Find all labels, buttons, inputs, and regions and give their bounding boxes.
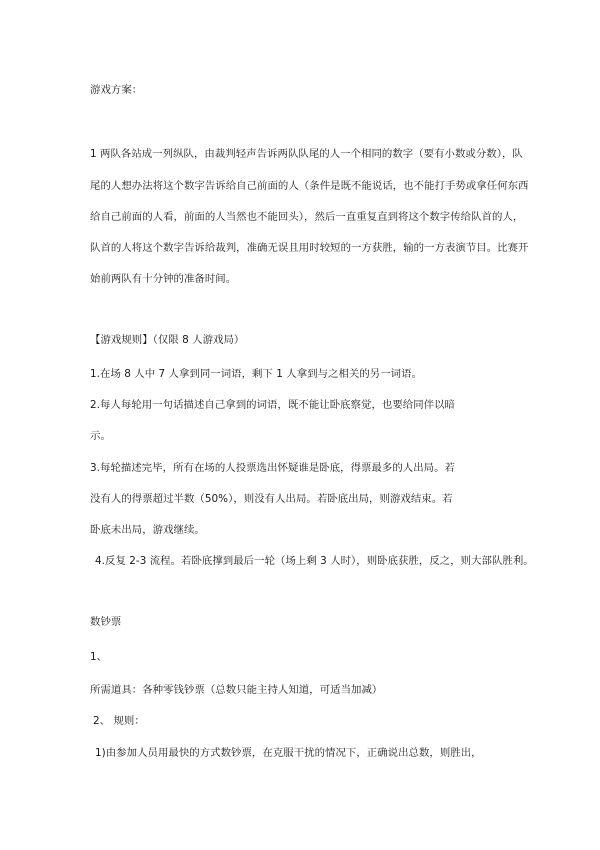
scheme-line-2: 尾的人想办法将这个数字告诉给自己前面的人（条件是既不能说话，也不能打手势或拿任何东西	[90, 180, 529, 192]
scheme-line-4: 队首的人将这个数字告诉给裁判，准确无误且用时较短的一方获胜，输的一方表演节目。比赛开	[90, 242, 529, 254]
rule-line-6: 卧底未出局，游戏继续。	[90, 524, 205, 536]
game-plan-title: 游戏方案：	[90, 84, 143, 96]
rule-line-2: 2.每人每轮用一句话描述自己拿到的词语，既不能让卧底察觉，也要给同伴以暗	[90, 399, 455, 411]
section-props-line: 所需道具：各种零钱钞票（总数只能主持人知道，可适当加减）	[90, 684, 383, 696]
rule-line-7: 4.反复 2-3 流程。若卧底撑到最后一轮（场上剩 3 人时），则卧底获胜，反之，则大部队胜利。	[95, 555, 534, 567]
scheme-line-1: 1 两队各站成一列纵队，由裁判轻声告诉两队队尾的人一个相同的数字（要有小数或分数），队	[90, 148, 523, 160]
rule-line-1: 1.在场 8 人中 7 人拿到同一词语，剩下 1 人拿到与之相关的另一词语。	[90, 368, 423, 380]
section-title-count-money: 数钞票	[90, 616, 122, 628]
rules-heading: 【游戏规则】（仅限 8 人游戏局）	[90, 334, 245, 346]
rule-line-5: 没有人的得票超过半数（50%），则没有人出局。若卧底出局，则游戏结束。若	[90, 493, 453, 505]
scheme-line-3: 给自己前面的人看，前面的人当然也不能回头），然后一直重复直到将这个数字传给队首的人，	[90, 211, 524, 223]
rule-line-3: 示。	[90, 430, 111, 442]
section-item-1: 1、	[90, 651, 108, 663]
section-item-2-rules: 2、 规则：	[93, 715, 145, 727]
section-rule-line-1: 1)由参加人员用最快的方式数钞票，在克服干扰的情况下，正确说出总数，则胜出，	[95, 747, 482, 759]
rule-line-4: 3.每轮描述完毕，所有在场的人投票选出怀疑谁是卧底，得票最多的人出局。若	[90, 462, 455, 474]
scheme-line-5: 始前两队有十分钟的准备时间。	[90, 273, 237, 285]
